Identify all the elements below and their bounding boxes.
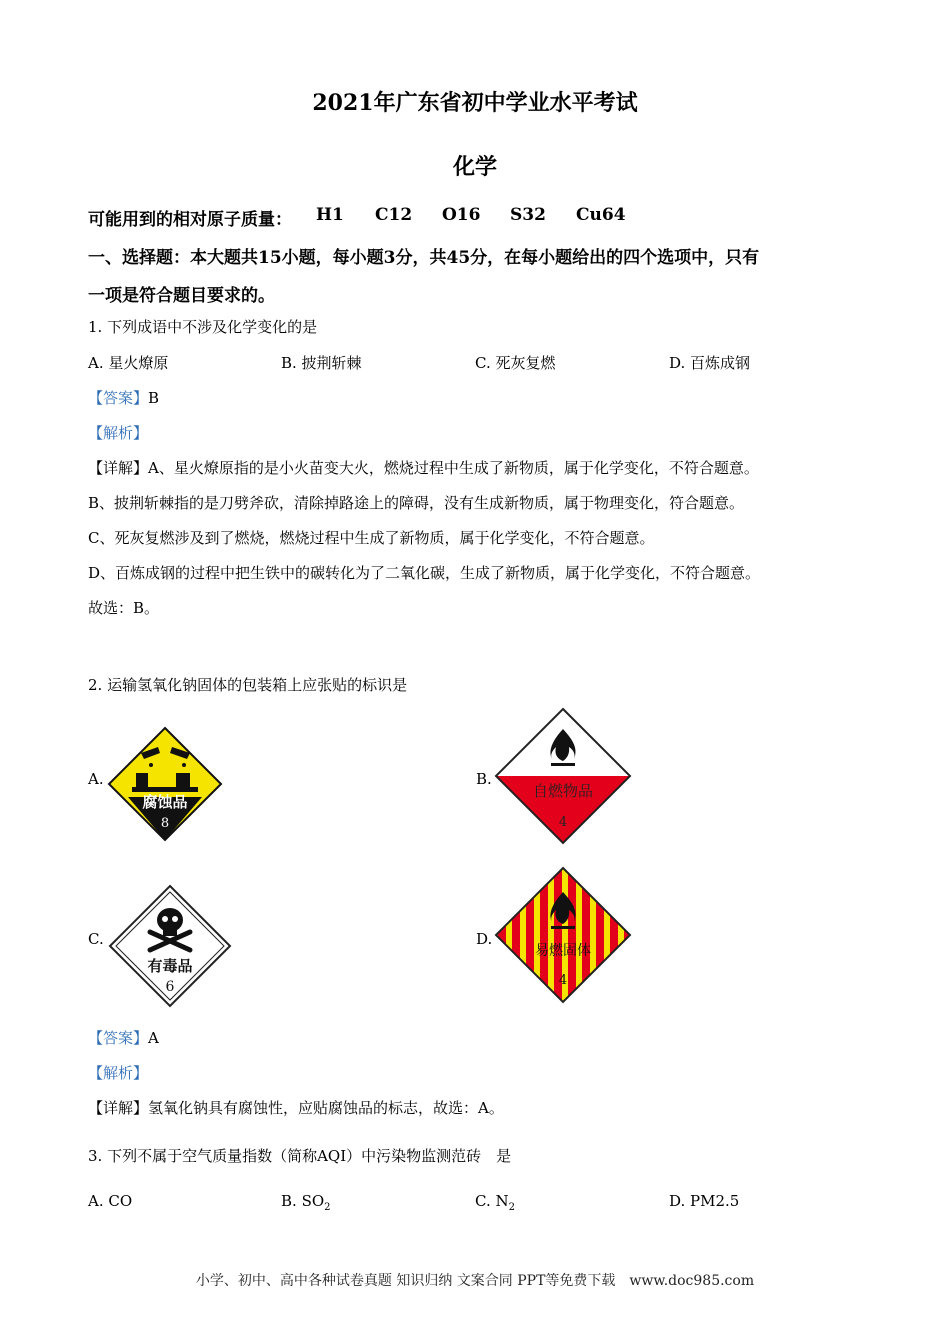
flammable-sign-text: 易燃固体 <box>535 943 591 959</box>
q1-detail-line2: B、披荆斩棘指的是刀劈斧砍，清除掉路途上的障碍，没有生成新物质，属于物理变化，符合题意。 <box>88 494 745 512</box>
q3-option-a: A. CO <box>88 1192 133 1210</box>
answer-value: B <box>148 389 160 407</box>
q1-detail-line3: C、死灰复燃涉及到了燃烧，燃烧过程中生成了新物质，属于化学变化，不符合题意。 <box>88 529 655 547</box>
answer-value: A <box>148 1029 159 1047</box>
detail-tag: 【详解】 <box>88 459 149 477</box>
page-footer: 小学、初中、高中各种试卷真题 知识归纳 文案合同 PPT等免费下载 www.doc985.com <box>195 1273 755 1289</box>
q1-option-b: B. 披荆斩棘 <box>281 354 362 372</box>
q1-option-d: D. 百炼成钢 <box>669 354 751 372</box>
detail-text: 氢氧化钠具有腐蚀性，应贴腐蚀品的标志，故选：A。 <box>148 1099 504 1117</box>
answer-tag: 【答案】 <box>88 1029 149 1047</box>
q2-analysis-tag: 【解析】 <box>88 1064 149 1082</box>
corrosive-sign <box>106 725 224 843</box>
q3-option-b: B. $SO_2$ <box>281 1192 331 1213</box>
q2-option-d-letter: D. <box>476 930 493 948</box>
q2-answer <box>88 1027 159 1048</box>
exam-title: 2021年广东省初中学业水平考试 <box>312 90 638 116</box>
q2-option-a-letter: A. <box>88 770 104 788</box>
atomic-mass-c: C12 <box>375 205 413 225</box>
atomic-mass-h: H1 <box>316 205 344 225</box>
q1-answer <box>88 387 159 408</box>
section-heading-line2: 一项是符合题目要求的。 <box>88 286 275 306</box>
q1-detail-line1 <box>88 457 759 478</box>
q1-analysis-tag: 【解析】 <box>88 424 149 442</box>
atomic-mass-cu: Cu64 <box>576 205 626 225</box>
q2-detail <box>88 1097 504 1118</box>
q3-stem: 3. 下列不属于空气质量指数（简称AQI）中污染物监测范砖 是 <box>88 1147 512 1165</box>
flammable-solid-sign <box>492 864 634 1006</box>
section-heading-line1: 一、选择题：本大题共15小题，每小题3分，共45分，在每小题给出的四个选项中，只有 <box>88 248 760 268</box>
spontaneous-combustion-sign <box>492 705 634 847</box>
corrosive-sign-text: 腐蚀品 <box>142 793 188 811</box>
answer-tag: 【答案】 <box>88 389 149 407</box>
q1-detail-conclusion: 故选：B。 <box>88 599 160 617</box>
detail-tag: 【详解】 <box>88 1099 149 1117</box>
toxic-sign-text: 有毒品 <box>147 957 193 975</box>
q2-option-c-letter: C. <box>88 930 104 948</box>
q1-option-c: C. 死灰复燃 <box>475 354 556 372</box>
atomic-mass-s: S32 <box>510 205 546 225</box>
detail-text: A、星火燎原指的是小火苗变大火，燃烧过程中生成了新物质，属于化学变化，不符合题意。 <box>148 459 759 477</box>
q1-option-a: A. 星火燎原 <box>88 354 169 372</box>
q1-detail-line4: D、百炼成钢的过程中把生铁中的碳转化为了二氧化碳，生成了新物质，属于化学变化，不符合题意。 <box>88 564 761 582</box>
toxic-sign <box>106 882 234 1010</box>
q3-option-d: D. PM2.5 <box>669 1192 740 1210</box>
q1-stem: 1. 下列成语中不涉及化学变化的是 <box>88 318 318 336</box>
subject-title: 化学 <box>452 154 497 180</box>
q2-option-b-letter: B. <box>476 770 492 788</box>
flammable-sign-class: 4 <box>558 973 568 988</box>
atomic-mass-label: 可能用到的相对原子质量： <box>88 210 292 230</box>
toxic-sign-class: 6 <box>165 979 175 995</box>
q2-stem: 2. 运输氢氧化钠固体的包装箱上应张贴的标识是 <box>88 676 408 694</box>
spontaneous-sign-class: 4 <box>558 815 568 830</box>
spontaneous-sign-text: 自燃物品 <box>532 782 594 800</box>
q3-option-c: C. $N_2$ <box>475 1192 515 1213</box>
atomic-mass-o: O16 <box>442 205 481 225</box>
corrosive-sign-class: 8 <box>160 816 170 831</box>
